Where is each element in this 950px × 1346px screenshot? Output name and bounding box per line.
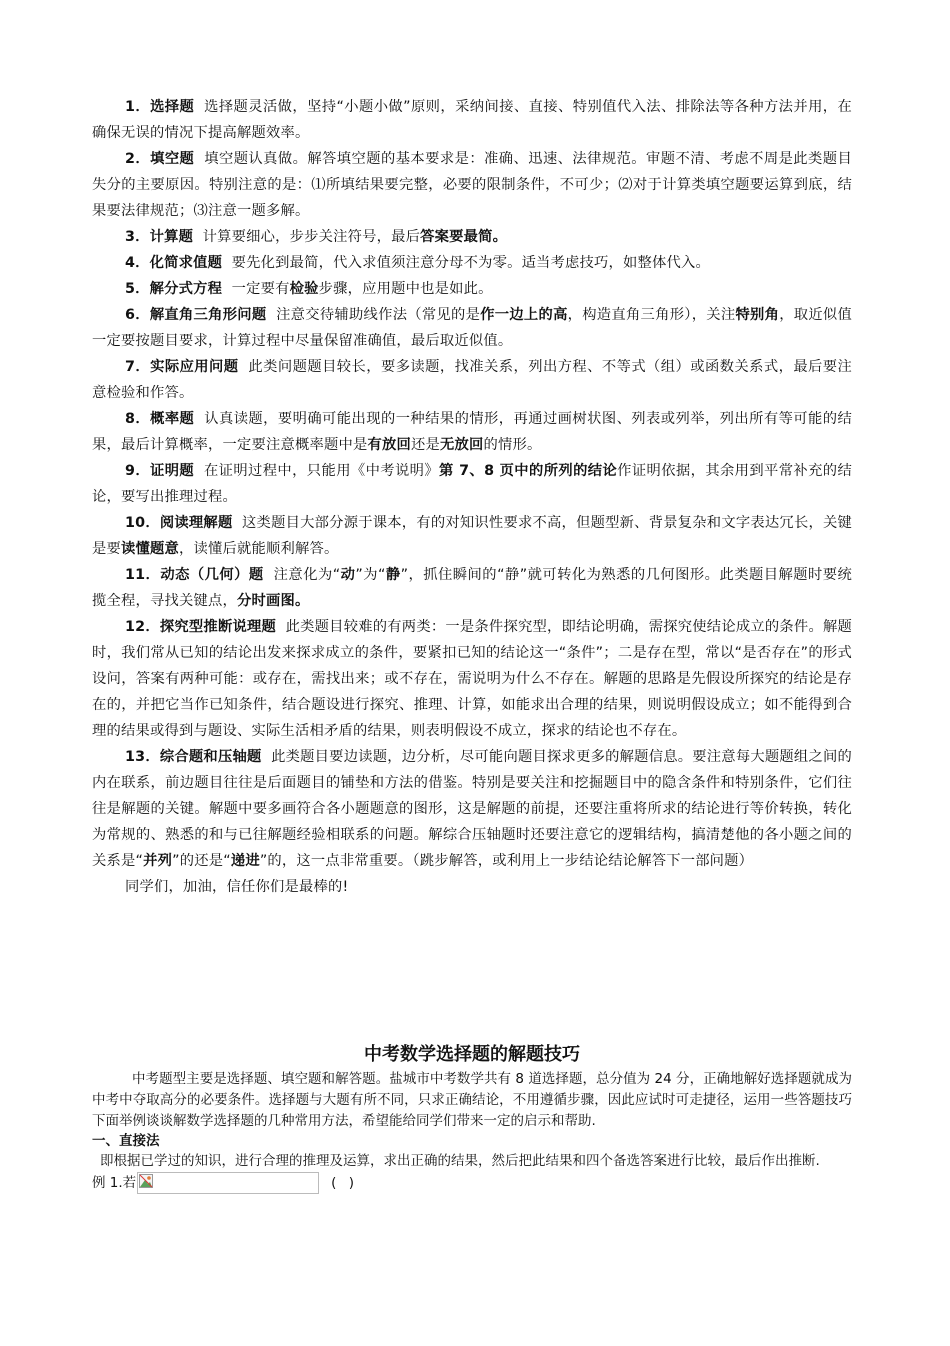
tip-paragraph — [92, 224, 852, 250]
tip-heading — [125, 255, 222, 271]
tip-emphasis: 分时画图。 — [236, 593, 310, 609]
tip-title: 解直角三角形问题 — [149, 307, 267, 323]
section-title: 中考数学选择题的解题技巧 — [364, 1044, 580, 1065]
tip-text: 一定要有 — [222, 281, 290, 297]
tip-text: 注意交待辅助线作法（常见的是 — [266, 307, 481, 323]
tip-emphasis: 并列 — [143, 853, 173, 869]
tips-section — [92, 94, 852, 900]
tip-title: 选择题 — [150, 99, 195, 115]
answer-brackets: ( ) — [331, 1175, 358, 1191]
tip-title: 阅读理解题 — [159, 515, 233, 531]
tip-text: ”，抓住瞬间的“静”就可转化为熟悉的几何图形。此类题目解题时要统揽全程，寻找关键点， — [92, 567, 853, 609]
tip-heading — [125, 307, 266, 323]
method-description: 即根据已学过的知识，进行合理的推理及运算，求出正确的结果，然后把此结果和四个备选答案进行比较，最后作出推断. — [100, 1153, 820, 1169]
tip-heading — [125, 229, 193, 245]
tip-heading — [125, 619, 276, 635]
tip-heading — [125, 515, 232, 531]
tip-title: 概率题 — [150, 411, 195, 427]
broken-image-icon — [139, 1174, 153, 1188]
tip-paragraph — [92, 302, 852, 354]
tip-heading — [125, 359, 238, 375]
tip-paragraph — [92, 510, 852, 562]
tip-emphasis: 读懂题意 — [121, 541, 179, 557]
tip-title: 计算题 — [149, 229, 194, 245]
tip-emphasis: 第 7、8 页中的所列的结论 — [439, 463, 618, 479]
tip-text: 认真读题，要明确可能出现的一种结果的情形，再通过画树状图、列表或列举，列出所有等可能的结果，最后计算概率，一定要注意概率题中是 — [92, 411, 852, 453]
tip-paragraph — [92, 146, 852, 224]
tip-number: 13． — [125, 749, 160, 765]
tip-emphasis: 静 — [385, 567, 401, 583]
tip-title: 解分式方程 — [149, 281, 223, 297]
tip-number: 1． — [125, 99, 151, 115]
tip-paragraph — [92, 614, 852, 744]
example-label: 例 1.若 — [92, 1175, 137, 1191]
tip-text: 的情形。 — [483, 437, 542, 453]
tip-title: 动态（几何）题 — [160, 567, 264, 583]
tip-paragraph — [92, 354, 852, 406]
tip-number: 5． — [125, 281, 150, 297]
tip-paragraph — [92, 406, 852, 458]
tip-number: 2． — [125, 151, 151, 167]
tip-text: 此类题目要边读题，边分析，尽可能向题目探求更多的解题信息。要注意每大题题组之间的内在联系，前边题目往往是后面题目的铺垫和方法的借鉴。特别是要关注和挖掘题目中的隐含条件和特别条件，它们往往是解题的关键。解题中要多画符合各小题题意的图形，这是解题的前提，还要注重将所求的结论进行等价转换，转化为常规的、熟悉的和与已往解题经验相联系的问题。解综合压轴题时还要注意它的逻辑结构，搞清楚他的各小题之间的关系是“ — [92, 749, 852, 869]
tip-text: ，构造直角三角形），关注 — [567, 307, 736, 323]
tip-emphasis: 动 — [340, 567, 356, 583]
tip-text: 这类题目大部分源于课本，有的对知识性要求不高，但题型新、背景复杂和文字表达冗长，关键是要 — [92, 515, 853, 557]
tip-title: 探究型推断说理题 — [159, 619, 277, 635]
tip-text: ”的，这一点非常重要。（跳步解答，或利用上一步结论结论解答下一部问题） — [259, 853, 754, 869]
tip-text: 还是 — [410, 437, 440, 453]
tip-emphasis: 作一边上的高 — [480, 307, 568, 323]
tip-text: 选择题灵活做，坚持“小题小做”原则，采纳间接、直接、特别值代入法、排除法等各种方法并用，在确保无误的情况下提高解题效率。 — [92, 99, 852, 141]
tip-paragraph — [92, 94, 852, 146]
tip-emphasis: 特别角 — [735, 307, 780, 323]
tip-emphasis: 无放回 — [439, 437, 484, 453]
tip-number: 7． — [125, 359, 151, 375]
tip-number: 8． — [125, 411, 151, 427]
tip-title: 填空题 — [150, 151, 195, 167]
tip-text: 填空题认真做。解答填空题的基本要求是：准确、迅速、法律规范。审题不清、考虑不周是此类题目失分的主要原因。特别注意的是：⑴所填结果要完整，必要的限制条件，不可少；⑵对于计算类填空题要运算到底，结果要法律规范；⑶注意一题多解。 — [92, 151, 852, 219]
tip-number: 10． — [125, 515, 160, 531]
tip-text: 注意化为“ — [263, 567, 341, 583]
tip-number: 11． — [125, 567, 161, 583]
tip-text: 作证明依据，其余用到平常补充的结论，要写出推理过程。 — [92, 463, 852, 505]
choice-question-section — [92, 1041, 852, 1194]
tip-number: 9． — [125, 463, 151, 479]
tip-title: 证明题 — [150, 463, 195, 479]
closing-line: 同学们，加油，信任你们是最棒的! — [125, 879, 349, 895]
tip-paragraph — [92, 250, 852, 276]
tip-title: 综合题和压轴题 — [159, 749, 262, 765]
formula-image-placeholder — [137, 1172, 319, 1194]
tip-text: ，取近似值一定要按题目要求，计算过程中尽量保留准确值，最后取近似值。 — [92, 307, 852, 349]
tip-paragraph — [92, 744, 852, 874]
tip-emphasis: 有放回 — [367, 437, 411, 453]
tip-number: 3． — [125, 229, 150, 245]
tip-title: 实际应用问题 — [150, 359, 239, 375]
tip-emphasis: 答案要最简。 — [420, 229, 508, 245]
section-intro: 中考题型主要是选择题、填空题和解答题。盐城市中考数学共有 8 道选择题，总分值为 24 分，正确地解好选择题就成为中考中夺取高分的必要条件。选择题与大题有所不同，只求正确结论，不用遵循步骤，因此应试时可走捷径，运用一些答题技巧下面举例谈谈解数学选择题的几种常用方法，希望能给同学们带来一定的启示和帮助. — [92, 1071, 852, 1129]
tip-heading — [125, 151, 194, 167]
tip-paragraph — [92, 276, 852, 302]
tip-paragraph — [92, 458, 852, 510]
tip-text: ”为“ — [355, 567, 386, 583]
tip-emphasis: 递进 — [230, 853, 260, 869]
tip-number: 6． — [125, 307, 150, 323]
tip-text: 此类题目较难的有两类：一是条件探究型，即结论明确，需探究使结论成立的条件。解题时，我们常从已知的结论出发来探求成立的条件，要紧扣已知的结论这一“条件”；二是存在型，常以“是否存在”的形式设问，答案有两种可能：或存在，需找出来；或不存在，需说明为什么不存在。解题的思路是先假设所探究的结论是存在的，并把它当作已知条件，结合题设进行探究、推理、计算，如能求出合理的结果，则说明假设成立；如不能得到合理的结果或得到与题设、实际生活相矛盾的结果，则表明假设不成立，探求的结论也不存在。 — [92, 619, 853, 739]
method-heading: 一、直接法 — [92, 1133, 160, 1149]
tip-text: 此类问题题目较长，要多读题，找准关系，列出方程、不等式（组）或函数关系式，最后要注意检验和作答。 — [92, 359, 853, 401]
tip-emphasis: 检验 — [289, 281, 319, 297]
tip-heading — [125, 411, 194, 427]
tip-heading — [125, 281, 222, 297]
tip-paragraph — [92, 562, 852, 614]
tip-heading — [125, 99, 194, 115]
tip-heading — [125, 749, 262, 765]
tip-number: 12． — [125, 619, 160, 635]
example-line — [92, 1172, 852, 1194]
tip-text: ，读懂后就能顺利解答。 — [179, 541, 339, 557]
tip-title: 化简求值题 — [149, 255, 223, 271]
tip-text: 要先化到最简，代入求值须注意分母不为零。适当考虑技巧，如整体代入。 — [222, 255, 711, 271]
tip-text: ”的还是“ — [172, 853, 231, 869]
tip-text: 步骤，应用题中也是如此。 — [318, 281, 493, 297]
tip-heading — [125, 567, 264, 583]
tip-text: 在证明过程中，只能用《中考说明》 — [194, 463, 440, 479]
tip-text: 计算要细心，步步关注符号，最后 — [193, 229, 421, 245]
tip-heading — [125, 463, 194, 479]
tip-number: 4． — [125, 255, 150, 271]
